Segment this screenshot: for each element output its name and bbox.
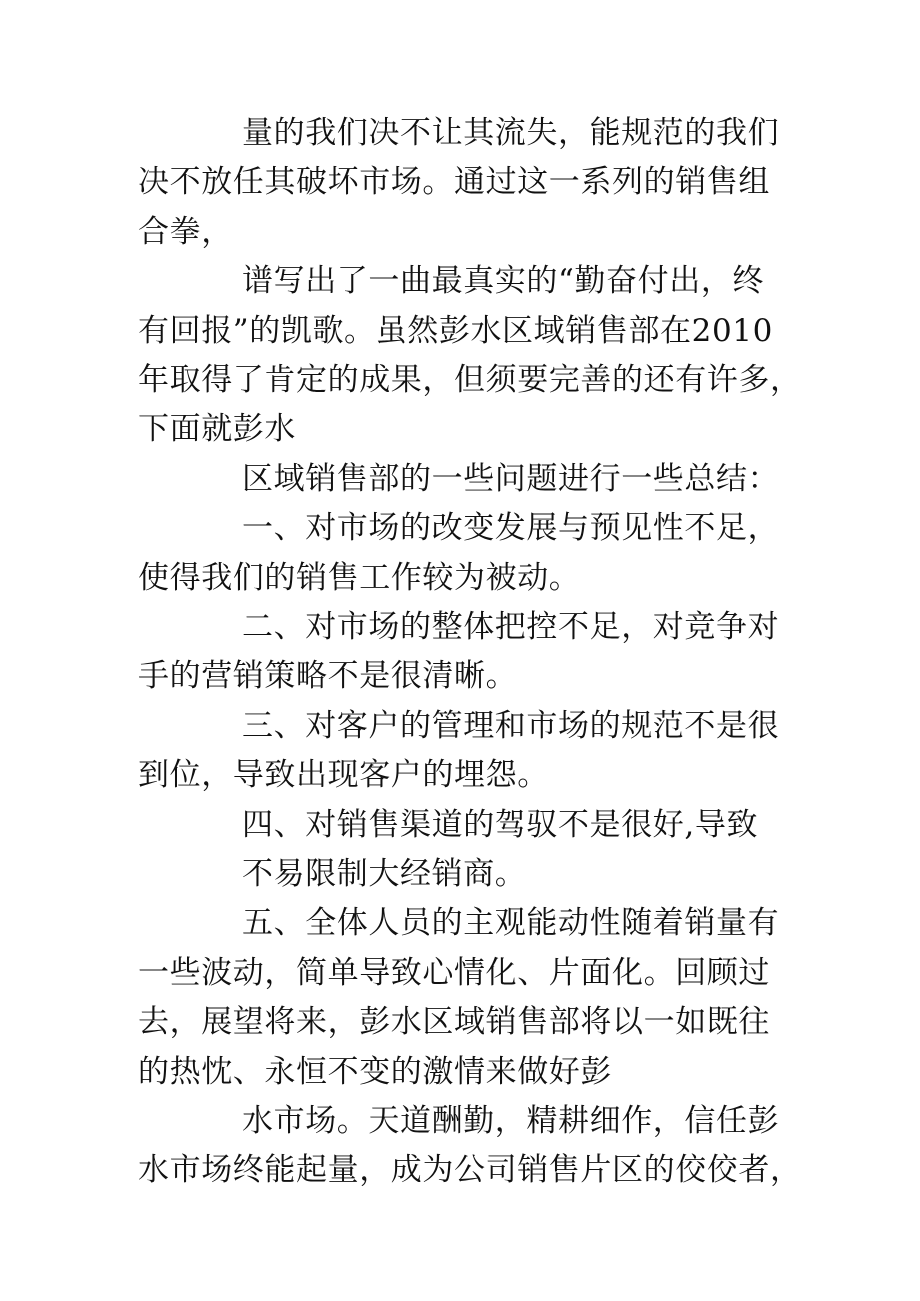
text-line: 手的营销策略不是很清晰。 [138, 658, 518, 695]
text-line: 五、全体人员的主观能动性随着销量有 [242, 905, 780, 942]
text-line: 去，展望将来，彭水区域销售部将以一如既往 [138, 1004, 770, 1041]
text-line: 三、对客户的管理和市场的规范不是很 [242, 707, 780, 744]
text-line: 区域销售部的一些问题进行一些总结： [242, 460, 780, 497]
text-line: 的热忱、永恒不变的激情来做好彭 [138, 1053, 612, 1090]
text-line: 到位，导致出现客户的埋怨。 [138, 757, 549, 794]
text-line: 二、对市场的整体把控不足，对竞争对 [242, 609, 780, 645]
text-line: 下面就彭水 [138, 411, 296, 448]
text-line: 一、对市场的改变发展与预见性不足， [242, 510, 780, 547]
text-line: 一些波动，简单导致心情化、片面化。回顾过 [138, 954, 770, 991]
text-line: 有回报”的凯歌。虽然彭水区域销售部在2010 [138, 312, 773, 349]
text-line: 谱写出了一曲最真实的“勤奋付出，终 [242, 263, 765, 300]
text-line: 合拳， [138, 213, 233, 250]
text-line: 量的我们决不让其流失，能规范的我们 [242, 115, 780, 151]
text-line: 决不放任其破坏市场。通过这一系列的销售组 [138, 164, 770, 201]
text-line: 不易限制大经销商。 [242, 856, 527, 892]
text-line: 年取得了肯定的成果，但须要完善的还有许多， [138, 362, 802, 398]
text-line: 水市场。天道酬勤，精耕细作，信任彭 [242, 1103, 780, 1139]
text-line: 使得我们的销售工作较为被动。 [138, 559, 581, 596]
text-line: 四、对销售渠道的驾驭不是很好,导致 [242, 806, 759, 843]
text-line: 水市场终能起量，成为公司销售片区的佼佼者， [138, 1152, 802, 1189]
